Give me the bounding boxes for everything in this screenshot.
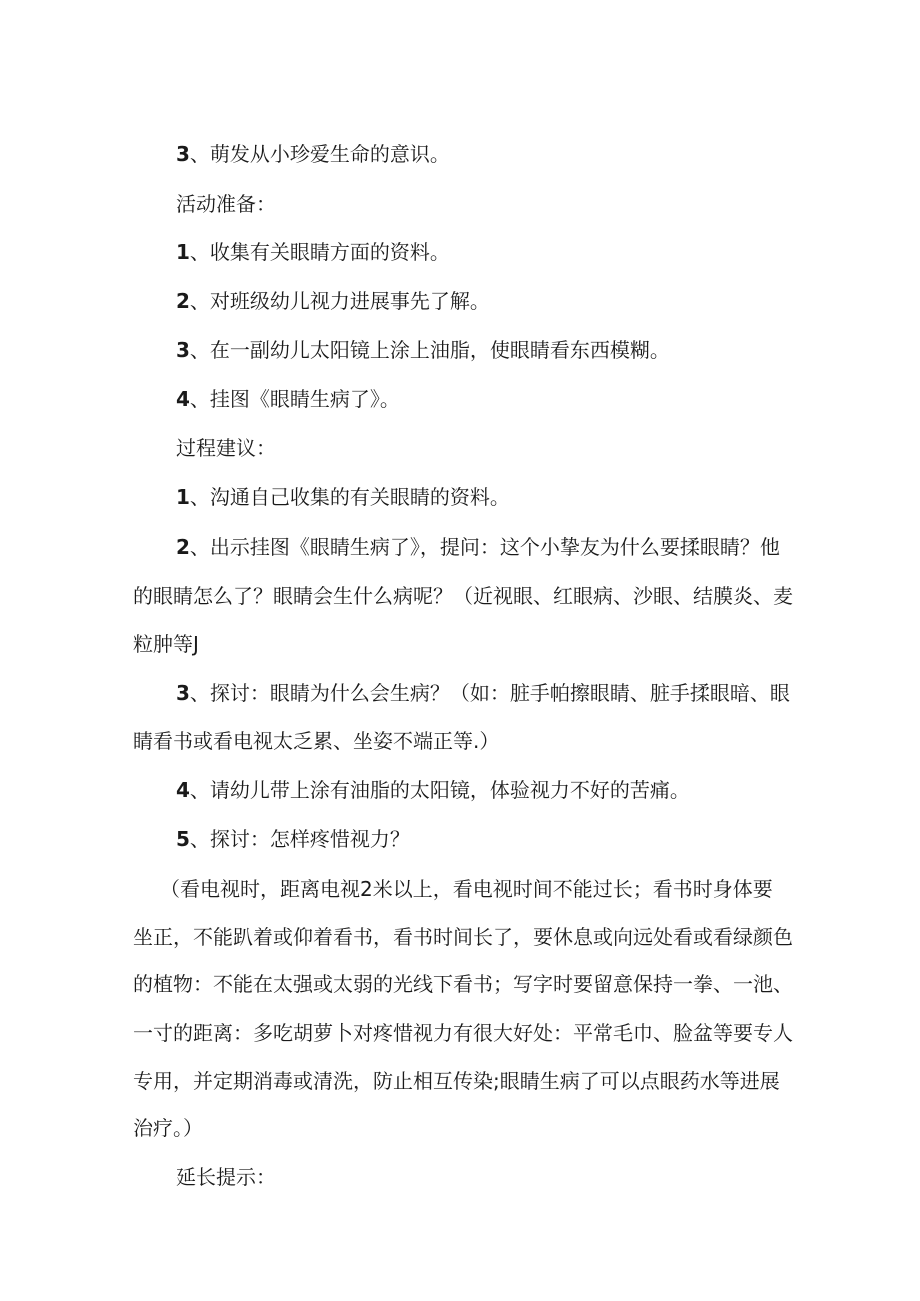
answer-paragraph-line-6: 治疗。） xyxy=(133,1116,203,1140)
process-item-2: 2、出示挂图《眼睛生病了》，提问：这个小挚友为什么要揉眼睛？他 xyxy=(176,535,780,559)
answer-paragraph-line-2: 坐正，不能趴着或仰着看书，看书时间长了，要休息或向远处看或看绿颜色 xyxy=(133,925,793,949)
section-heading-preparation: 活动准备： xyxy=(176,192,276,216)
section-heading-process: 过程建议： xyxy=(176,436,276,460)
prep-item-4: 4、挂图《眼睛生病了》。 xyxy=(176,387,400,411)
answer-paragraph-line-4: 一寸的距离：多吃胡萝卜对疼惜视力有很大好处：平常毛巾、脸盆等要专人 xyxy=(133,1021,793,1045)
process-item-2-cont-2: 粒肿等J xyxy=(133,632,199,656)
process-item-4: 4、请幼儿带上涂有油脂的太阳镜，体验视力不好的苦痛。 xyxy=(176,778,690,802)
section-heading-extension: 延长提示： xyxy=(176,1165,276,1189)
answer-paragraph-line-3: 的植物：不能在太强或太弱的光线下看书；写字时要留意保持一拳、一池、 xyxy=(133,972,793,996)
process-item-3: 3、探讨：眼睛为什么会生病？（如：脏手帕擦眼睛、脏手揉眼暗、眼 xyxy=(176,681,790,705)
prep-item-3: 3、在一副幼儿太阳镜上涂上油脂，使眼睛看东西模糊。 xyxy=(176,338,670,362)
answer-paragraph-line-5: 专用，并定期消毒或清洗，防止相互传染;眼睛生病了可以点眼药水等进展 xyxy=(133,1069,780,1093)
process-item-3-cont: 睛看书或看电视太乏累、坐姿不端正等.） xyxy=(133,729,500,753)
process-item-5: 5、探讨：怎样疼惜视力？ xyxy=(176,827,410,851)
goal-line-3: 3、萌发从小珍爱生命的意识。 xyxy=(176,142,450,166)
prep-item-1: 1、收集有关眼睛方面的资料。 xyxy=(176,240,450,264)
prep-item-2: 2、对班级幼儿视力进展事先了解。 xyxy=(176,289,490,313)
process-item-2-cont-1: 的眼睛怎么了？眼睛会生什么病呢？（近视眼、红眼病、沙眼、结膜炎、麦 xyxy=(133,584,793,608)
answer-paragraph-line-1: （看电视时，距离电视2米以上，看电视时间不能过长；看书时身体要 xyxy=(160,877,773,901)
process-item-1: 1、沟通自己收集的有关眼睛的资料。 xyxy=(176,485,510,509)
